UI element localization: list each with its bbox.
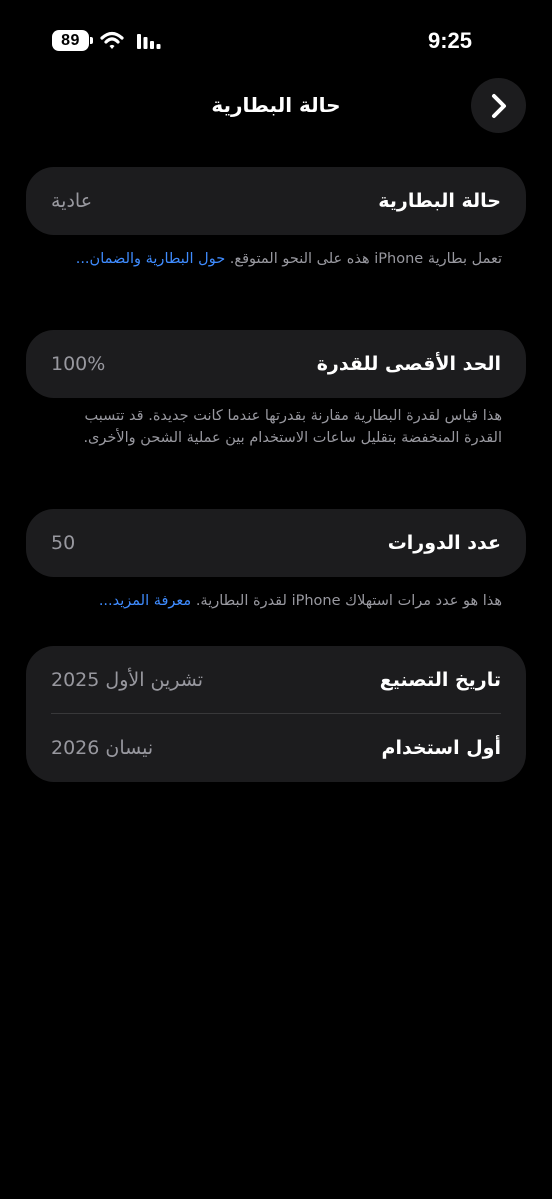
- cycle-count-row: [26, 509, 526, 577]
- battery-health-row[interactable]: [26, 167, 526, 235]
- first-use-value: نيسان 2026: [51, 737, 154, 759]
- manufacture-date-value: تشرين الأول 2025: [51, 669, 204, 691]
- max-capacity-value: 100%: [51, 353, 106, 375]
- cycle-count-card: [26, 509, 526, 577]
- max-capacity-label: الحد الأقصى للقدرة: [316, 353, 501, 375]
- manufacture-date-label: تاريخ التصنيع: [379, 669, 501, 691]
- cycle-count-footnote-text: هذا هو عدد مرات استهلاك iPhone لقدرة البطارية.: [195, 593, 502, 609]
- battery-health-value: عادية: [51, 190, 93, 212]
- battery-health-footnote-text: تعمل بطارية iPhone هذه على النحو المتوقع.: [229, 251, 502, 267]
- battery-indicator: [52, 30, 89, 51]
- manufacture-date-row: [26, 646, 526, 714]
- learn-more-link[interactable]: معرفة المزيد...: [98, 593, 192, 609]
- first-use-row: [26, 714, 526, 782]
- max-capacity-footnote: هذا قياس لقدرة البطارية مقارنة بقدرتها عندما كانت جديدة. قد تتسبب القدرة المنخفضة بتقليل ساعات الاستخدام بين عملية الشحن والأخرى.: [83, 408, 502, 446]
- battery-cap-icon: [90, 37, 93, 44]
- cycle-count-value: 50: [51, 532, 76, 554]
- battery-health-footnote: [52, 248, 502, 270]
- status-bar: [0, 0, 552, 80]
- cycle-count-footnote: [52, 590, 502, 612]
- back-button[interactable]: [471, 78, 526, 133]
- battery-warranty-link[interactable]: حول البطارية والضمان...: [75, 251, 226, 267]
- cycle-count-label: عدد الدورات: [387, 532, 501, 554]
- wifi-icon: [100, 31, 124, 51]
- battery-dates-card: [26, 646, 526, 782]
- max-capacity-row: [26, 330, 526, 398]
- battery-health-card[interactable]: [26, 167, 526, 235]
- status-time: 9:25: [427, 28, 473, 53]
- chevron-right-icon: [488, 93, 510, 119]
- battery-level-text: 89: [61, 31, 80, 49]
- first-use-label: أول استخدام: [381, 737, 501, 759]
- battery-health-label: حالة البطارية: [378, 190, 501, 212]
- max-capacity-card: [26, 330, 526, 398]
- page-title: حالة البطارية: [211, 93, 341, 117]
- cellular-signal-icon: [137, 33, 162, 49]
